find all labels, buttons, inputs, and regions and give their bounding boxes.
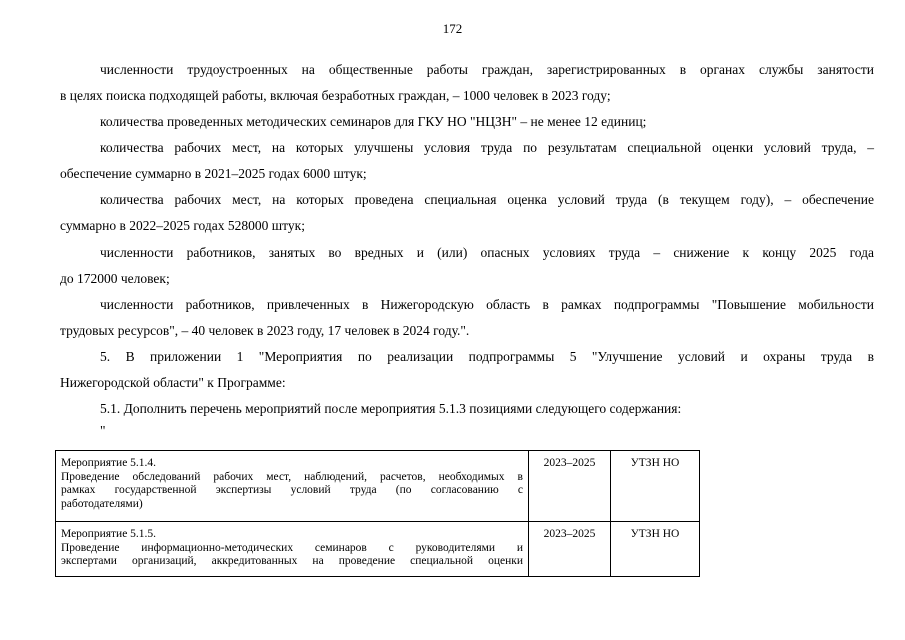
text-line: обеспечение суммарно в 2021–2025 годах 6000 штук; (60, 166, 367, 181)
text-line: рамках государственной экспертизы условий труда (по согласованию с (61, 484, 523, 496)
text-line: в целях поиска подходящей работы, включая безработных граждан, – 1000 человек в 2023 году; (60, 88, 611, 103)
paragraph-2 (60, 109, 874, 135)
measure-description-cell (56, 451, 529, 521)
paragraph-4 (60, 187, 874, 239)
text-line: работодателями) (61, 497, 143, 510)
text-line: суммарно в 2022–2025 годах 528000 штук; (60, 218, 305, 233)
text-line: экспертами организаций, аккредитованных на проведение специальной оценки (61, 555, 523, 567)
page-number: 172 (442, 21, 463, 36)
paragraph-6 (60, 292, 874, 344)
paragraph-3 (60, 135, 874, 187)
text-line: 5.1. Дополнить перечень мероприятий после мероприятия 5.1.3 позициями следующего содержания: (100, 401, 682, 416)
text-line: Проведение информационно-методических семинаров с руководителями и (61, 541, 523, 554)
period-cell: 2023–2025 (529, 451, 611, 521)
text-line: количества проведенных методических семинаров для ГКУ НО "НЦЗН" – не менее 12 единиц; (100, 114, 647, 129)
opening-quote (60, 418, 874, 444)
executor-cell: УТЗН НО (630, 457, 680, 469)
text-line: численности трудоустроенных на общественные работы граждан, зарегистрированных в органах службы занятости (100, 62, 874, 77)
text-line: Нижегородской области" к Программе: (60, 375, 286, 390)
measure-description-cell (56, 522, 529, 577)
paragraph-5 (60, 240, 874, 292)
text-line: количества рабочих мест, на которых улучшены условия труда по результатам специальной оценки условий труда, – (100, 140, 874, 155)
text-line: 5. В приложении 1 "Мероприятия по реализации подпрограммы 5 "Улучшение условий и охраны труда в (100, 349, 874, 364)
measures-table (55, 450, 700, 577)
paragraph-1 (60, 57, 874, 109)
text-line: трудовых ресурсов", – 40 человек в 2023 году, 17 человек в 2024 году.". (60, 323, 470, 338)
executor-cell: УТЗН НО (630, 528, 680, 540)
text-line: Проведение обследований рабочих мест, наблюдений, расчетов, необходимых в (61, 470, 523, 483)
table-row (56, 522, 699, 577)
text-line: численности работников, занятых во вредных и (или) опасных условиях труда – снижение к концу 2025 года (100, 245, 874, 260)
text-line: численности работников, привлеченных в Нижегородскую область в рамках подпрограммы "Повышение мобильности (100, 297, 874, 312)
text-line: Мероприятие 5.1.5. (61, 528, 157, 540)
text-line: до 172000 человек; (60, 271, 170, 286)
text-line: " (100, 423, 106, 438)
text-line: количества рабочих мест, на которых проведена специальная оценка условий труда (в текущем году), – обеспечение (100, 192, 874, 207)
table-row (56, 451, 699, 522)
paragraph-7 (60, 344, 874, 396)
text-line: Мероприятие 5.1.4. (61, 457, 157, 469)
period-cell: 2023–2025 (529, 522, 611, 577)
